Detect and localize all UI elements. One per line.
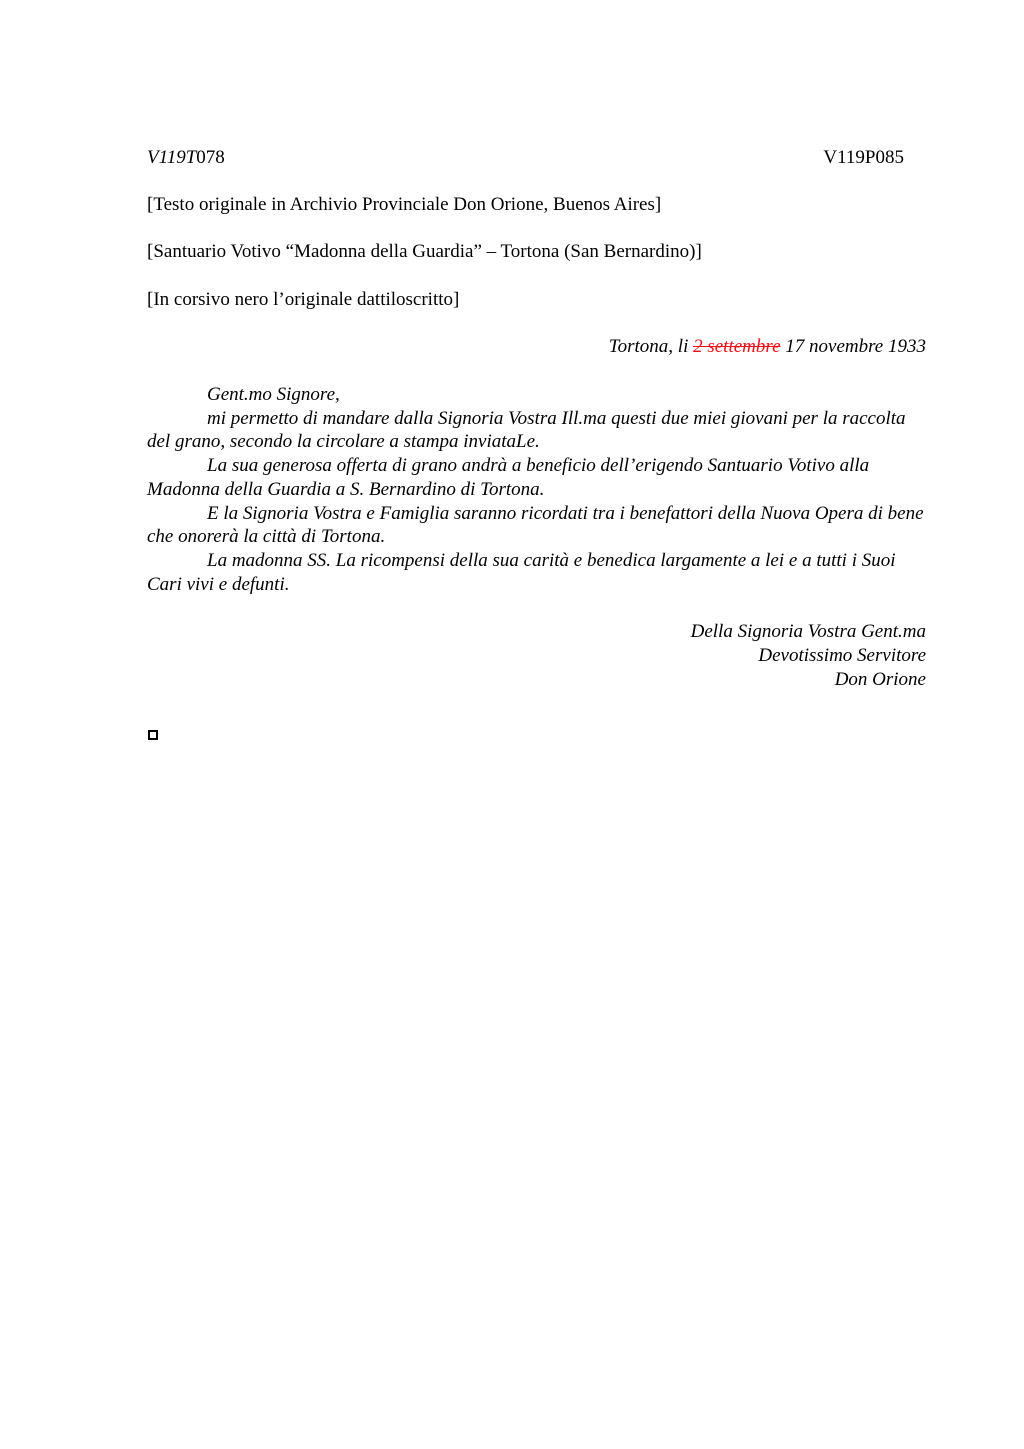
- letter-signature: [691, 620, 926, 692]
- document-reference-right: V119P085: [823, 147, 904, 168]
- archive-note: [Testo originale in Archivio Provinciale Don Orione, Buenos Aires]: [147, 194, 662, 215]
- signature-name: Don Orione: [834, 669, 926, 690]
- letter-body: [147, 383, 926, 596]
- transcription-note: [In corsivo nero l’originale dattiloscritto]: [147, 289, 460, 310]
- letter-salutation: Gent.mo Signore,: [207, 384, 340, 405]
- reference-code-number: 078: [196, 147, 225, 168]
- letter-date: 17 novembre 1933: [780, 336, 926, 357]
- empty-checkbox-icon: [148, 730, 158, 740]
- struck-date: 2 settembre: [693, 336, 781, 357]
- letter-paragraph: La madonna SS. La ricompensi della sua carità e benedica largamente a lei e a tutti i Suoi Cari vivi e defunti.: [147, 549, 896, 595]
- signature-closing: Della Signoria Vostra Gent.ma: [690, 621, 926, 642]
- letter-paragraph: E la Signoria Vostra e Famiglia saranno ricordati tra i benefattori della Nuova Opera di bene che onorerà la città di Tortona.: [147, 502, 924, 548]
- letter-paragraph: La sua generosa offerta di grano andrà a beneficio dell’erigendo Santuario Votivo alla Madonna della Guardia a S. Bernardino di Tortona.: [147, 455, 870, 500]
- document-reference-left: [147, 146, 225, 170]
- letter-date-line: [609, 335, 926, 359]
- signature-title: Devotissimo Servitore: [758, 645, 926, 666]
- reference-code-italic: V119T: [147, 147, 197, 168]
- letter-paragraph: mi permetto di mandare dalla Signoria Vostra Ill.ma questi due miei giovani per la raccolta del grano, secondo la circolare a stampa inviataLe.: [147, 407, 906, 453]
- sanctuary-note: [Santuario Votivo “Madonna della Guardia” – Tortona (San Bernardino)]: [147, 241, 702, 262]
- document-page: [147, 0, 926, 1449]
- date-place: Tortona, li: [608, 336, 694, 357]
